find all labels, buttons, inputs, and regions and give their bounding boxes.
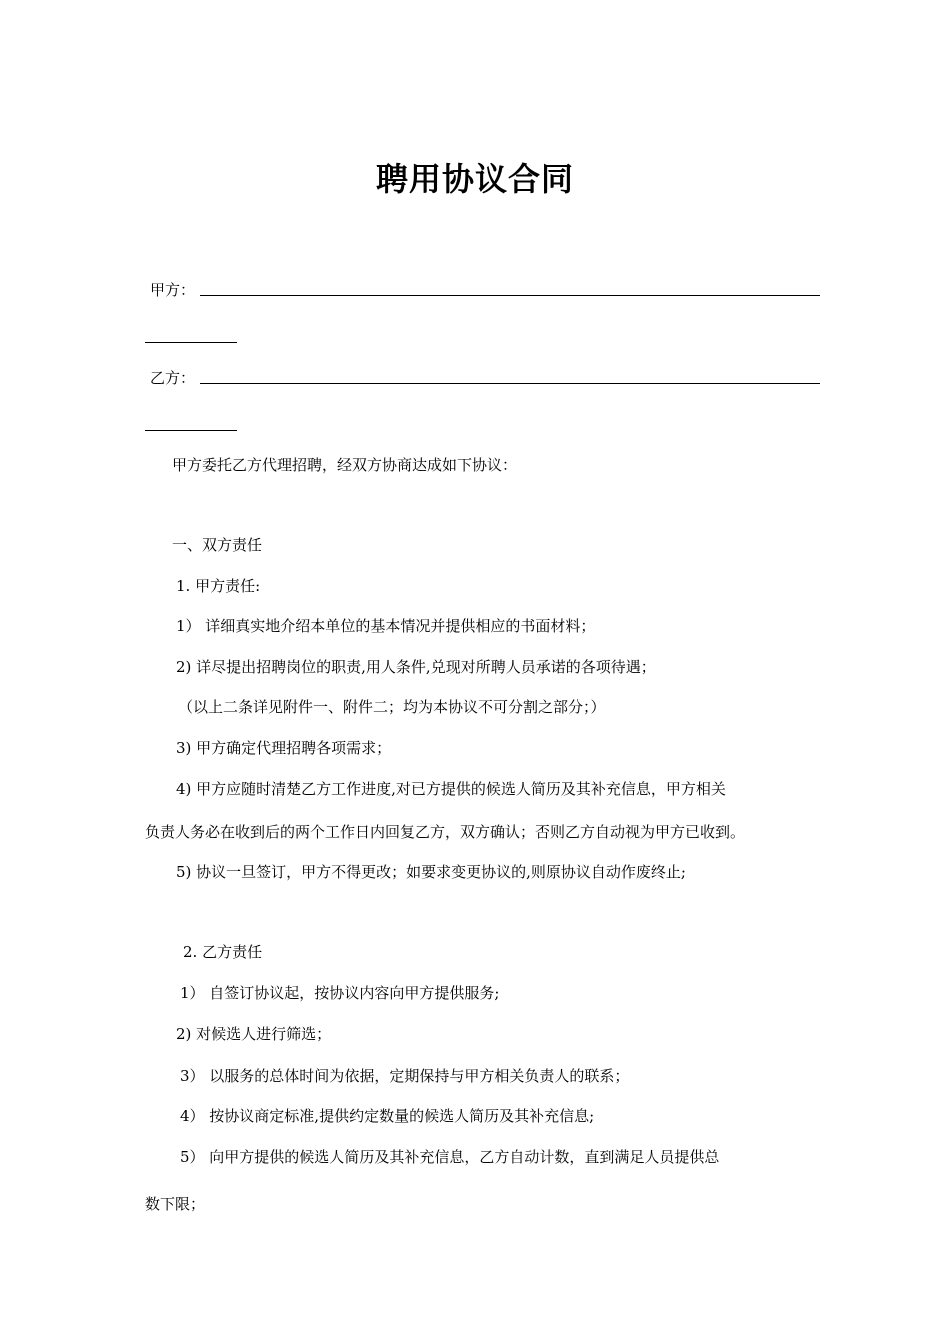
party-b-duties-heading: 2. 乙方责任 (183, 943, 263, 961)
list-item: 2) 对候选人进行筛选； (176, 1025, 332, 1043)
list-item: 3) 甲方确定代理招聘各项需求； (176, 739, 392, 757)
party-a-fill-line-continued (145, 341, 237, 343)
list-item: 5) 协议一旦签订，甲方不得更改；如要求变更协议的,则原协议自动作废终止; (176, 863, 686, 881)
document-title: 聘用协议合同 (375, 160, 574, 198)
list-item: 1） 详细真实地介绍本单位的基本情况并提供相应的书面材料； (176, 617, 596, 635)
party-a-duties-heading: 1. 甲方责任: (176, 577, 261, 595)
list-item: 1） 自签订协议起，按协议内容向甲方提供服务; (180, 984, 500, 1002)
list-item: 2) 详尽提出招聘岗位的职责,用人条件,兑现对所聘人员承诺的各项待遇； (176, 658, 656, 676)
party-b-label: 乙方： (150, 369, 196, 387)
party-b-fill-line-continued (145, 429, 237, 431)
party-a-label: 甲方： (150, 281, 196, 299)
party-a-fill-line (200, 294, 820, 296)
list-item-continued: 数下限； (145, 1195, 206, 1213)
list-note: （以上二条详见附件一、附件二；均为本协议不可分割之部分；） (178, 698, 606, 716)
section-heading: 一、双方责任 (172, 536, 263, 554)
list-item-continued: 负责人务必在收到后的两个工作日内回复乙方，双方确认；否则乙方自动视为甲方已收到。 (145, 823, 746, 841)
list-item: 4) 甲方应随时清楚乙方工作进度,对已方提供的候选人简历及其补充信息，甲方相关 (176, 780, 726, 798)
list-item: 5） 向甲方提供的候选人简历及其补充信息，乙方自动计数，直到满足人员提供总 (180, 1148, 720, 1166)
intro-paragraph: 甲方委托乙方代理招聘，经双方协商达成如下协议： (172, 456, 518, 474)
party-b-fill-line (200, 382, 820, 384)
list-item: 3） 以服务的总体时间为依据，定期保持与甲方相关负责人的联系； (180, 1067, 630, 1085)
list-item: 4） 按协议商定标准,提供约定数量的候选人简历及其补充信息; (180, 1107, 595, 1125)
